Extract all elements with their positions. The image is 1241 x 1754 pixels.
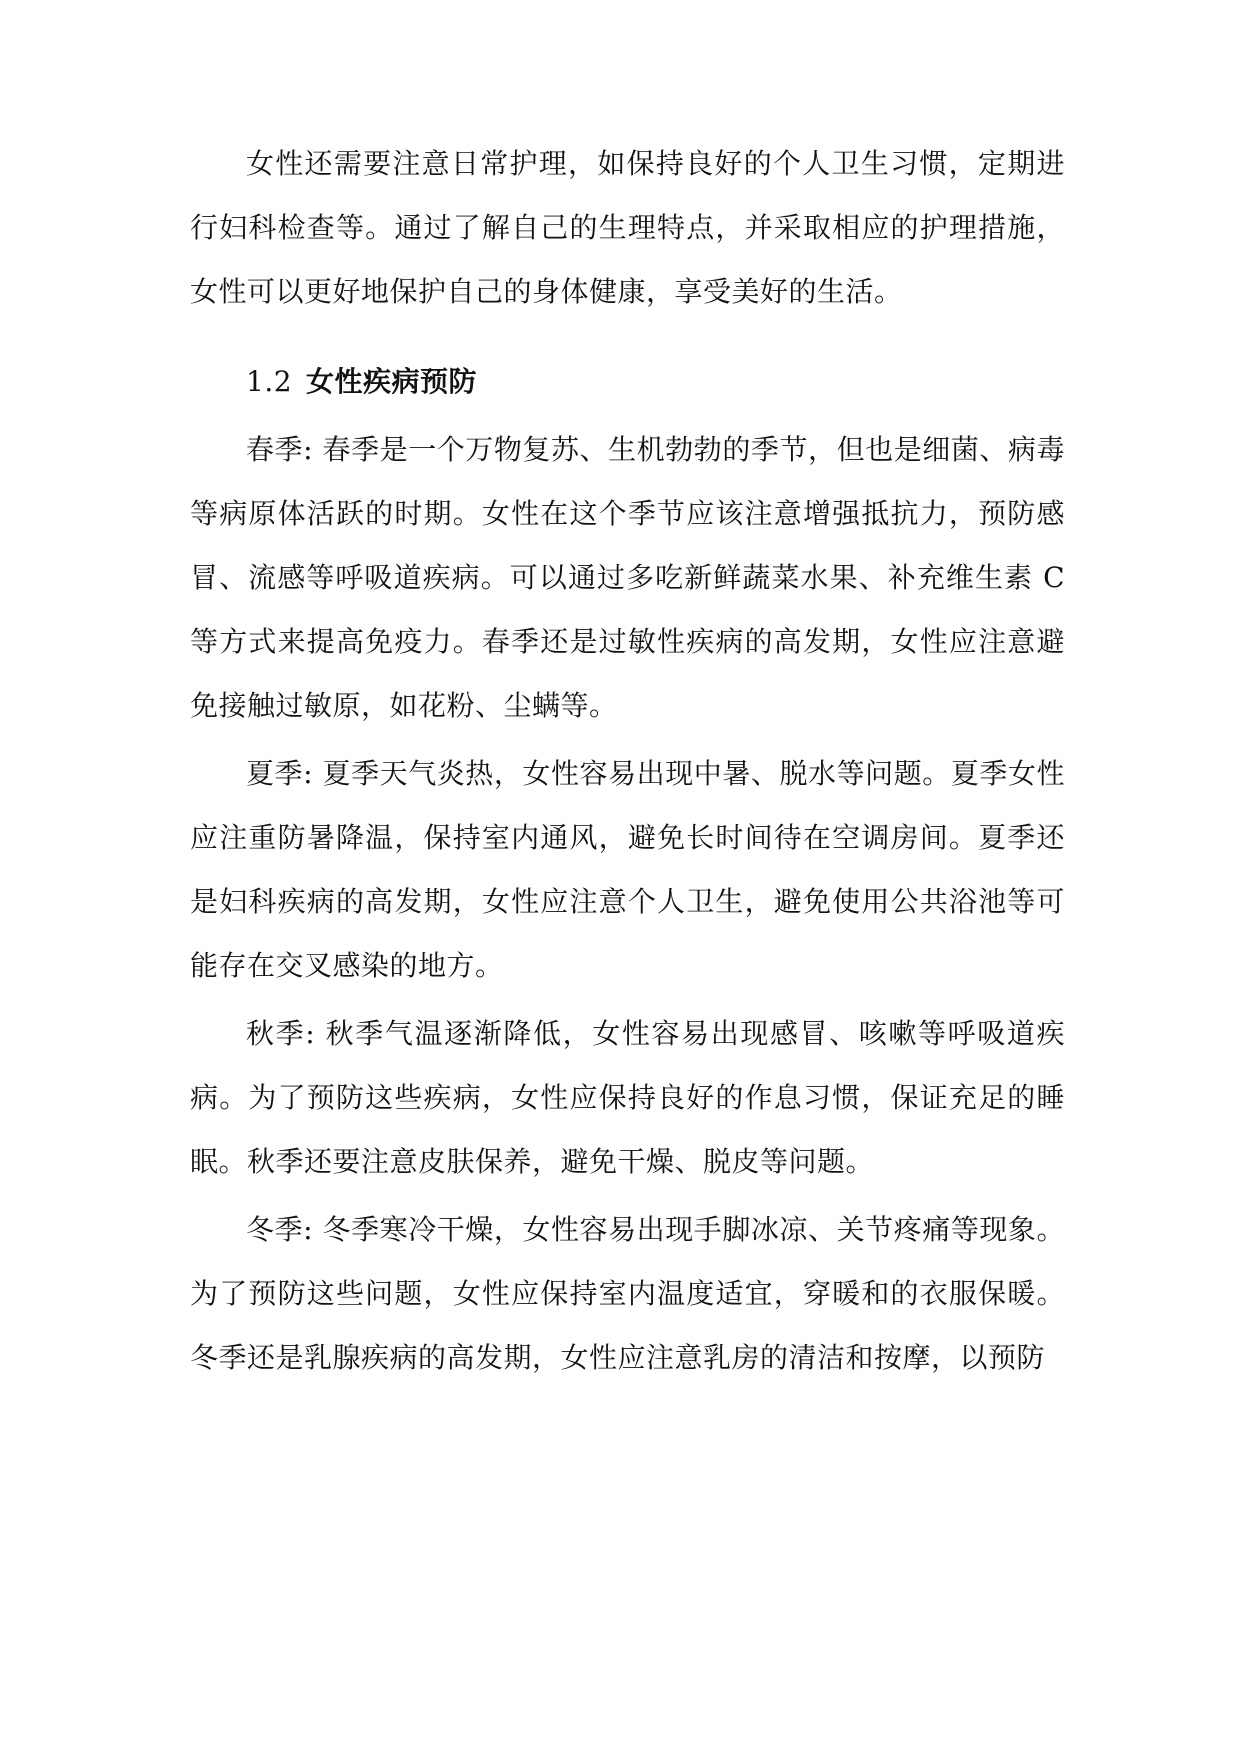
section-title: 女性疾病预防 bbox=[306, 365, 478, 398]
paragraph-autumn: 秋季: 秋季气温逐渐降低，女性容易出现感冒、咳嗽等呼吸道疾病。为了预防这些疾病，女性应保持良好的作息习惯，保证充足的睡眠。秋季还要注意皮肤保养，避免干燥、脱皮等问题。 bbox=[190, 1017, 1065, 1178]
section-number: 1.2 bbox=[246, 365, 293, 398]
paragraph-summer: 夏季: 夏季天气炎热，女性容易出现中暑、脱水等问题。夏季女性应注重防暑降温，保持室内通风，避免长时间待在空调房间。夏季还是妇科疾病的高发期，女性应注意个人卫生，避免使用公共浴池等可能存在交叉感染的地方。 bbox=[190, 757, 1065, 982]
paragraph-winter: 冬季: 冬季寒冷干燥，女性容易出现手脚冰凉、关节疼痛等现象。为了预防这些问题，女性应保持室内温度适宜，穿暖和的衣服保暖。冬季还是乳腺疾病的高发期，女性应注意乳房的清洁和按摩，以预防 bbox=[190, 1213, 1065, 1374]
paragraph-spring: 春季: 春季是一个万物复苏、生机勃勃的季节，但也是细菌、病毒等病原体活跃的时期。女性在这个季节应该注意增强抵抗力，预防感冒、流感等呼吸道疾病。可以通过多吃新鲜蔬菜水果、补充维生素 C 等方式来提高免疫力。春季还是过敏性疾病的高发期，女性应注意避免接触过敏原，如花粉、尘螨等。 bbox=[190, 433, 1065, 722]
document-page bbox=[190, 132, 1065, 1394]
intro-paragraph: 女性还需要注意日常护理，如保持良好的个人卫生习惯，定期进行妇科检查等。通过了解自己的生理特点，并采取相应的护理措施，女性可以更好地保护自己的身体健康，享受美好的生活。 bbox=[190, 147, 1065, 308]
section-heading bbox=[190, 350, 1065, 414]
